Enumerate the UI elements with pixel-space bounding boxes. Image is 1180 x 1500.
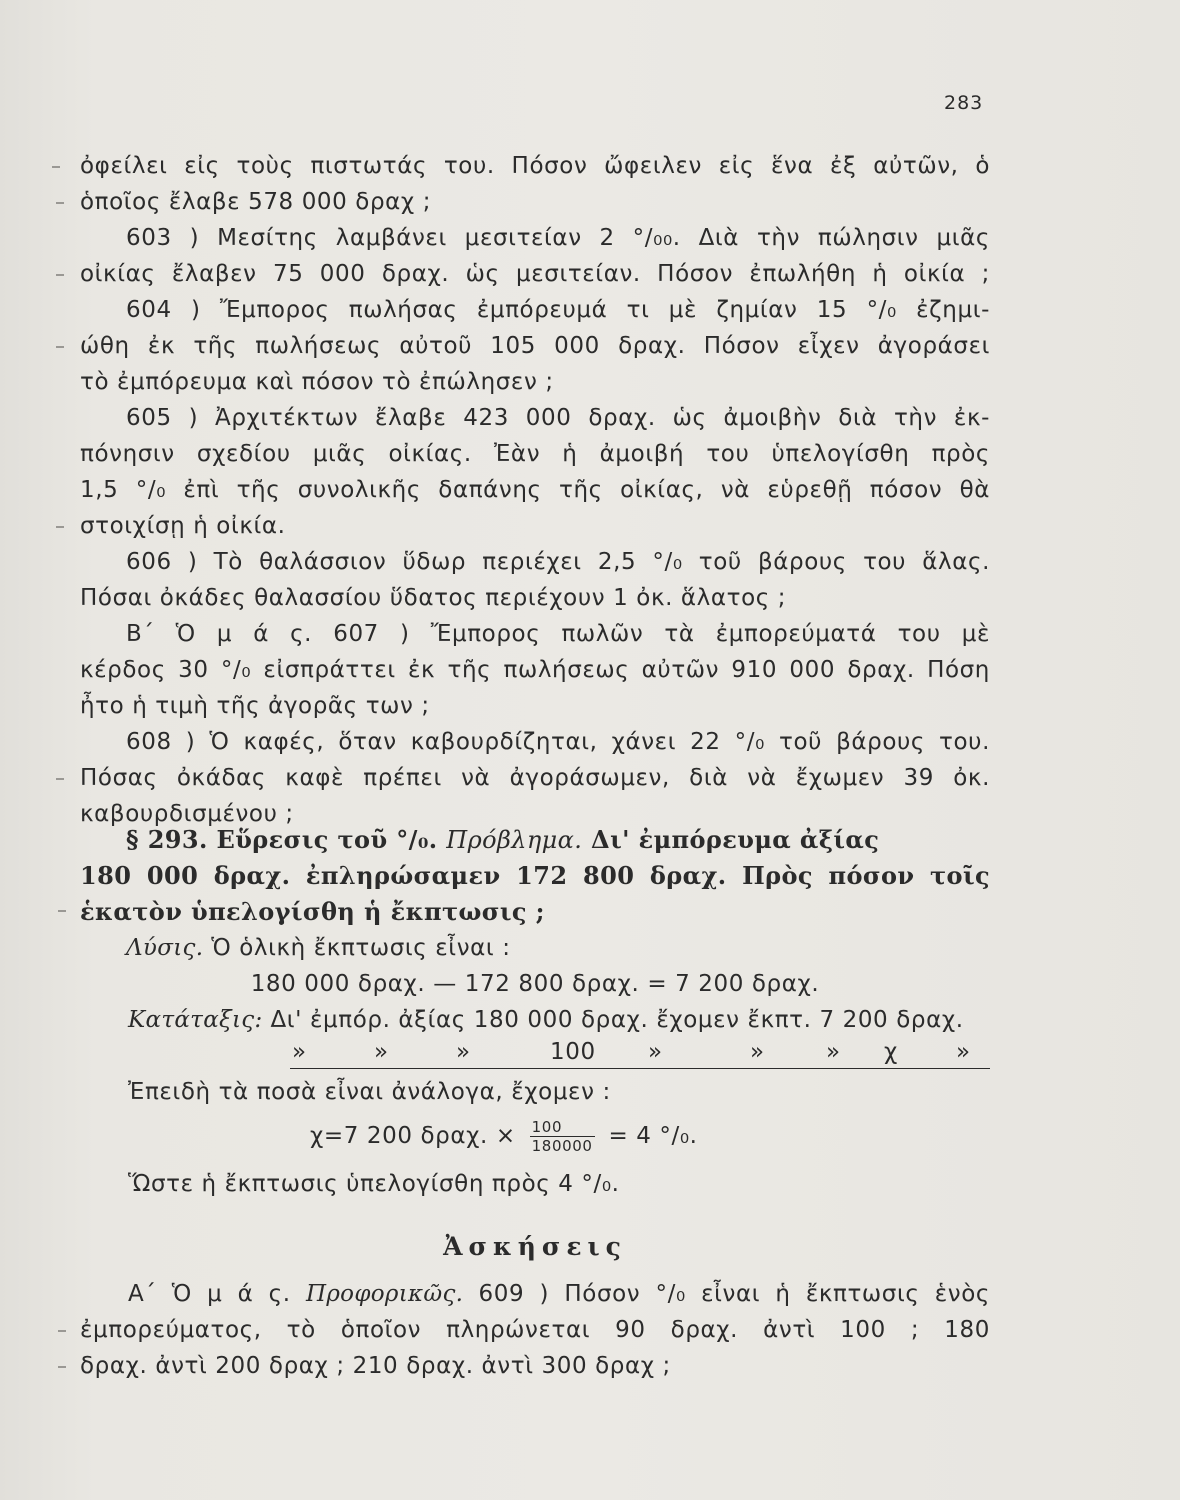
exercise-line: ἐμπορεύματος, τὸ ὁποῖον πληρώνεται 90 δραχ. ἀντὶ 100 ; 180 [80, 1317, 990, 1343]
text-line: κέρδος 30 °/₀ εἰσπράττει ἐκ τῆς πωλήσεως αὐτῶν 910 000 δραχ. Πόση [80, 657, 990, 683]
group-type: Προφορικῶς. [306, 1281, 464, 1307]
problem-line: 180 000 δραχ. ἐπληρώσαμεν 172 800 δραχ. Πρὸς πόσον τοῖς [80, 861, 990, 890]
solution-text: Ὁ ὁλικὴ ἔκπτωσις εἶναι : [211, 935, 511, 961]
text-line: Β΄ Ὁ μ ά ς. 607 ) Ἔμπορος πωλῶν τὰ ἐμπορεύματά του μὲ [126, 621, 990, 647]
solution-label: Λύσις. [126, 935, 204, 961]
text-line: 1,5 °/₀ ἐπὶ τῆς συνολικῆς δαπάνης τῆς οἰκίας, νὰ εὑρεθῇ πόσον θὰ [80, 477, 990, 503]
text-line: 603 ) Μεσίτης λαμβάνει μεσιτείαν 2 °/₀₀. Διὰ τὴν πώλησιν μιᾶς [126, 225, 990, 251]
margin-mark [56, 202, 64, 204]
margin-mark [56, 274, 64, 276]
problem-label: Πρόβλημα. [446, 826, 583, 854]
text-line: τὸ ἐμπόρευμα καὶ πόσον τὸ ἐπώλησεν ; [80, 369, 554, 395]
ditto-mark: » [648, 1039, 663, 1065]
text-line: 605 ) Ἀρχιτέκτων ἔλαβε 423 000 δραχ. ὡς ἀμοιβὴν διὰ τὴν ἐκ- [126, 405, 990, 431]
margin-mark [56, 346, 64, 348]
ditto-value: 100 [550, 1039, 596, 1065]
since-line: Ἐπειδὴ τὰ ποσὰ εἶναι ἀνάλογα, ἔχομεν : [128, 1079, 611, 1105]
formula-line [310, 1118, 930, 1154]
formula-right: = 4 °/₀. [608, 1123, 698, 1149]
ditto-mark: » [956, 1039, 971, 1065]
margin-mark [58, 1330, 66, 1332]
formula-fraction [530, 1118, 595, 1155]
margin-mark [58, 1366, 66, 1368]
text-line: ὀφείλει εἰς τοὺς πιστωτάς του. Πόσον ὤφειλεν εἰς ἕνα ἐξ αὐτῶν, ὁ [80, 153, 990, 179]
section-title: Εὕρεσις τοῦ °/₀. [216, 825, 438, 854]
fraction-denominator: 180000 [531, 1137, 593, 1155]
fraction-numerator: 100 [530, 1118, 595, 1137]
text-line: ώθη ἐκ τῆς πωλήσεως αὐτοῦ 105 000 δραχ. Πόσον εἶχεν ἀγοράσει [80, 333, 990, 359]
text-line: Πόσας ὀκάδας καφὲ πρέπει νὰ ἀγοράσωμεν, διὰ νὰ ἔχωμεν 39 ὀκ. [80, 765, 990, 791]
section-heading-line [80, 822, 990, 858]
exercise-line: δραχ. ἀντὶ 200 δραχ ; 210 δραχ. ἀντὶ 300 δραχ ; [80, 1353, 671, 1379]
ditto-row [292, 1034, 982, 1070]
text-line: 606 ) Τὸ θαλάσσιον ὕδωρ περιέχει 2,5 °/₀ τοῦ βάρους του ἅλας. [126, 549, 990, 575]
group-label: Α΄ Ὁ μ ά ς. [128, 1281, 291, 1307]
text-line: πόνησιν σχεδίου μιᾶς οἰκίας. Ἐὰν ἡ ἀμοιβή του ὑπελογίσθη πρὸς [80, 441, 990, 467]
text-line: Πόσαι ὀκάδες θαλασσίου ὕδατος περιέχουν 1 ὀκ. ἅλατος ; [80, 585, 787, 611]
problem-line: ἑκατὸν ὑπελογίσθη ἡ ἔκπτωσις ; [80, 897, 545, 926]
ditto-mark: » [374, 1039, 389, 1065]
text-line: 608 ) Ὁ καφές, ὅταν καβουρδίζηται, χάνει 22 °/₀ τοῦ βάρους του. [126, 729, 990, 755]
text-line: ἦτο ἡ τιμὴ τῆς ἀγορᾶς των ; [80, 693, 430, 719]
page-number: 283 [944, 92, 984, 114]
margin-mark [52, 166, 60, 168]
text-line: καβουρδισμένου ; [80, 801, 294, 827]
margin-mark [56, 526, 64, 528]
ditto-mark: » [292, 1039, 307, 1065]
text-line: ὁποῖος ἔλαβε 578 000 δραχ ; [80, 189, 432, 215]
exercise-line [80, 1276, 990, 1312]
ditto-unknown: χ [884, 1039, 898, 1065]
problem-text: Δι' ἐμπόρευμα ἀξίας [591, 825, 880, 854]
margin-mark [56, 778, 64, 780]
arrangement-label: Κατάταξις: [128, 1007, 263, 1033]
text-line: στοιχίσῃ ἡ οἰκία. [80, 513, 286, 539]
arrangement-line [80, 1002, 990, 1038]
arrangement-text: Δι' ἐμπόρ. ἀξίας 180 000 δραχ. ἔχομεν ἔκπτ. 7 200 δραχ. [270, 1007, 964, 1033]
exercise-text: 609 ) Πόσον °/₀ εἶναι ἡ ἔκπτωσις ἑνὸς [478, 1281, 990, 1307]
ditto-mark: » [750, 1039, 765, 1065]
solution-line [80, 930, 990, 966]
text-line: 604 ) Ἔμπορος πωλήσας ἐμπόρευμά τι μὲ ζημίαν 15 °/₀ ἐζημι- [126, 297, 990, 323]
section-number: § 293. [126, 825, 208, 854]
arrangement-rule [290, 1068, 990, 1069]
exercises-heading: Ἀσκήσεις [443, 1232, 627, 1261]
margin-mark [58, 910, 66, 912]
text-line: οἰκίας ἔλαβεν 75 000 δραχ. ὡς μεσιτείαν. Πόσον ἐπωλήθη ἡ οἰκία ; [80, 261, 990, 287]
formula-left: χ=7 200 δραχ. × [310, 1123, 516, 1149]
ditto-mark: » [826, 1039, 841, 1065]
ditto-mark: » [456, 1039, 471, 1065]
conclusion-line: Ὥστε ἡ ἔκπτωσις ὑπελογίσθη πρὸς 4 °/₀. [128, 1171, 620, 1197]
solution-equation: 180 000 δραχ. — 172 800 δραχ. = 7 200 δραχ. [250, 971, 820, 997]
